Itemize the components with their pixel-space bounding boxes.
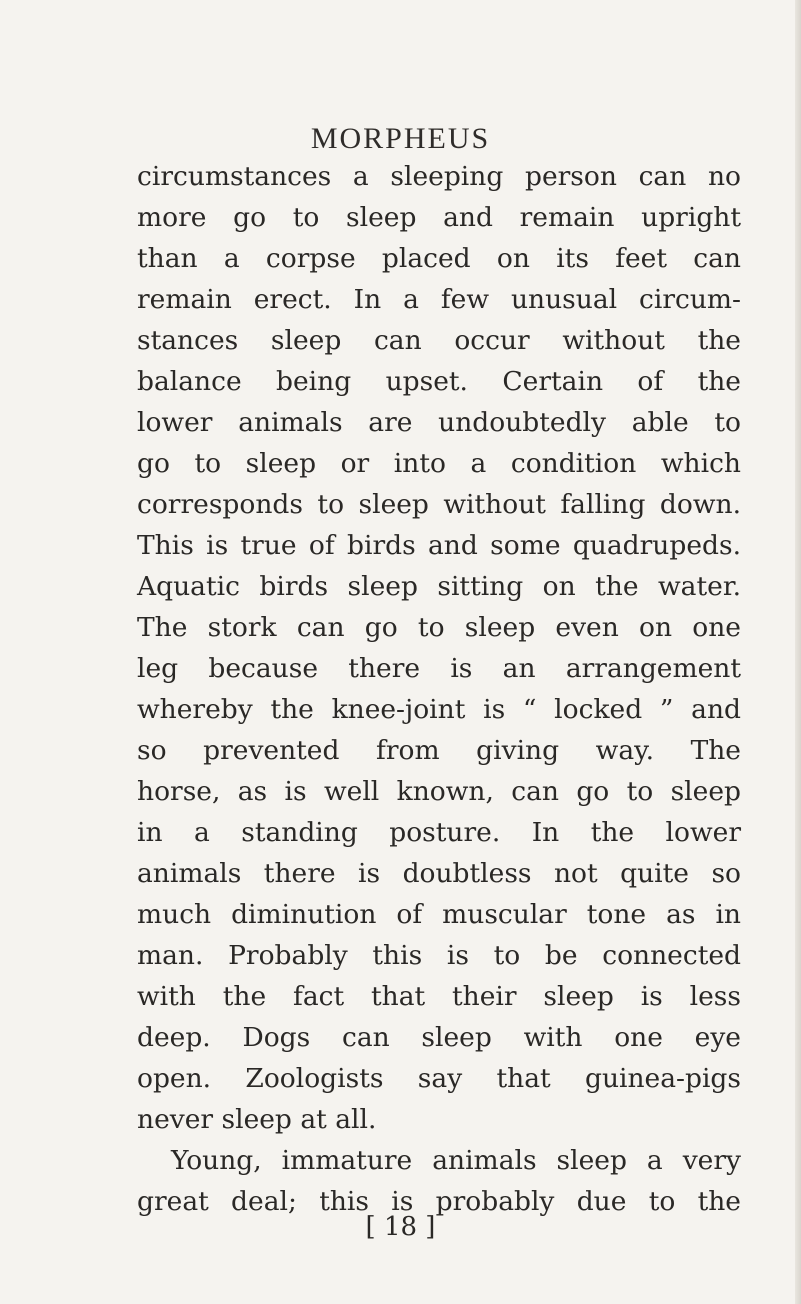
text-line: leg because there is an arrangement — [137, 653, 741, 684]
text-line: in a standing posture. In the lower — [137, 817, 741, 848]
text-line: than a corpse placed on its feet can — [137, 243, 741, 274]
page-number: [ 18 ] — [365, 1212, 436, 1242]
text-line: more go to sleep and remain upright — [137, 202, 741, 233]
text-line: much diminution of muscular tone as in — [137, 899, 741, 930]
paragraph-start-line: Young, immature animals sleep a very — [171, 1145, 741, 1176]
text-line: remain erect. In a few unusual circum- — [137, 284, 741, 315]
text-line: horse, as is well known, can go to sleep — [137, 776, 741, 807]
page-edge — [795, 0, 801, 1304]
text-line: corresponds to sleep without falling down. — [137, 489, 741, 520]
text-line: balance being upset. Certain of the — [137, 366, 741, 397]
paragraph-end-line: never sleep at all. — [137, 1104, 377, 1135]
text-line: open. Zoologists say that guinea-pigs — [137, 1063, 741, 1094]
text-line: so prevented from giving way. The — [137, 735, 741, 766]
text-line: stances sleep can occur without the — [137, 325, 741, 356]
text-line: circumstances a sleeping person can no — [137, 161, 741, 192]
text-line: The stork can go to sleep even on one — [137, 612, 741, 643]
text-line: lower animals are undoubtedly able to — [137, 407, 741, 438]
text-line: man. Probably this is to be connected — [137, 940, 741, 971]
text-line: This is true of birds and some quadrupeds. — [137, 530, 741, 561]
text-line: animals there is doubtless not quite so — [137, 858, 741, 889]
text-line: Aquatic birds sleep sitting on the water. — [137, 571, 741, 602]
running-head: MORPHEUS — [310, 122, 491, 155]
body-text — [137, 156, 741, 1222]
text-line: with the fact that their sleep is less — [137, 981, 741, 1012]
text-line: deep. Dogs can sleep with one eye — [137, 1022, 741, 1053]
text-line: great deal; this is probably due to the — [137, 1186, 741, 1217]
text-line: go to sleep or into a condition which — [137, 448, 741, 479]
text-line: whereby the knee-joint is “ locked ” and — [137, 694, 741, 725]
